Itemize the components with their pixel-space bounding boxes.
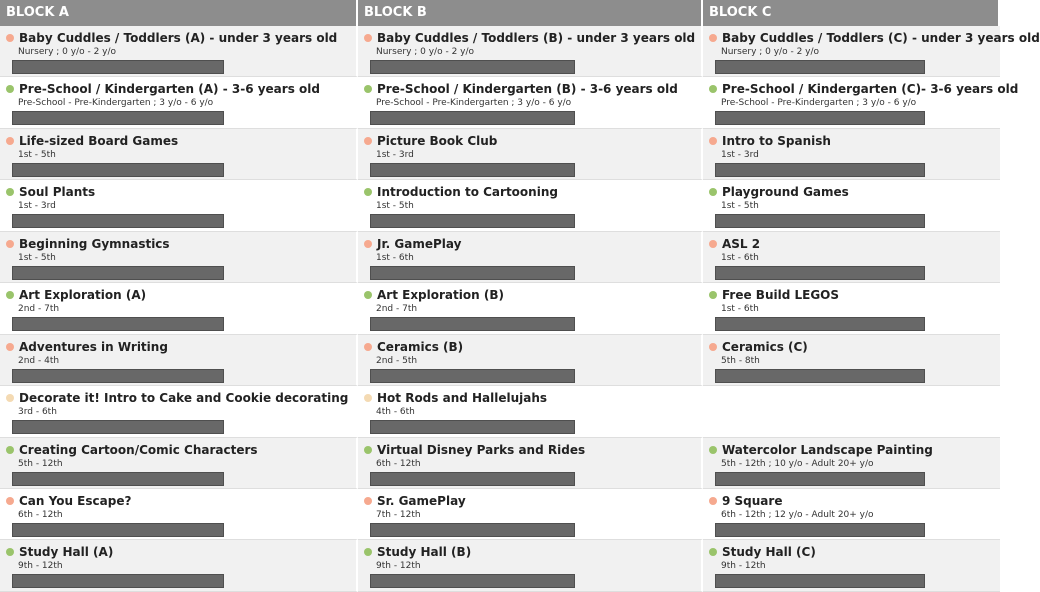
class-grades: 1st - 6th <box>721 252 759 263</box>
status-dot-icon <box>6 548 14 556</box>
enrollment-bar[interactable] <box>370 214 575 228</box>
class-grades: 6th - 12th ; 12 y/o - Adult 20+ y/o <box>721 509 874 520</box>
block-c-cell[interactable] <box>703 180 1000 231</box>
block-a-cell[interactable] <box>0 438 358 489</box>
status-dot-icon <box>364 240 372 248</box>
class-title[interactable]: Art Exploration (B) <box>377 288 504 303</box>
enrollment-bar[interactable] <box>715 163 925 177</box>
class-title[interactable]: Can You Escape? <box>19 493 132 508</box>
block-a-cell[interactable] <box>0 386 358 437</box>
class-heading <box>709 134 1000 148</box>
class-heading <box>709 237 1000 251</box>
class-title[interactable]: Study Hall (B) <box>377 545 472 560</box>
enrollment-bar[interactable] <box>12 420 224 434</box>
enrollment-bar[interactable] <box>12 111 224 125</box>
enrollment-bar[interactable] <box>370 420 575 434</box>
block-a-cell[interactable] <box>0 489 358 540</box>
class-title[interactable]: Creating Cartoon/Comic Characters <box>19 442 258 457</box>
status-dot-icon <box>364 394 372 402</box>
status-dot-icon <box>709 188 717 196</box>
class-title[interactable]: Study Hall (A) <box>19 545 114 560</box>
status-dot-icon <box>364 446 372 454</box>
status-dot-icon <box>6 137 14 145</box>
block-b-cell[interactable] <box>358 26 703 77</box>
block-c-cell[interactable] <box>703 438 1000 489</box>
block-a-header: BLOCK A <box>0 0 358 26</box>
class-grades: 2nd - 4th <box>18 355 60 366</box>
class-heading <box>709 340 1000 354</box>
status-dot-icon <box>364 497 372 505</box>
block-b-cell[interactable] <box>358 386 703 437</box>
class-title[interactable]: Adventures in Writing <box>19 339 168 354</box>
class-grades: Nursery ; 0 y/o - 2 y/o <box>721 47 820 57</box>
class-title[interactable]: Baby Cuddles / Toddlers (B) - under 3 years old <box>377 31 696 45</box>
block-a-cell[interactable] <box>0 77 358 128</box>
class-title[interactable]: 9 Square <box>722 493 783 508</box>
class-heading <box>6 391 356 405</box>
class-title[interactable]: Pre-School / Kindergarten (C)- 3-6 years old <box>722 82 1019 97</box>
class-title[interactable]: Study Hall (C) <box>722 545 816 560</box>
class-grades: 1st - 6th <box>376 252 414 263</box>
status-dot-icon <box>709 497 717 505</box>
enrollment-bar[interactable] <box>12 214 224 228</box>
class-grades: 3rd - 6th <box>18 407 57 418</box>
class-heading <box>6 31 356 45</box>
class-heading <box>709 494 1000 508</box>
class-heading <box>709 443 1000 457</box>
enrollment-bar[interactable] <box>12 369 224 383</box>
class-grades: 1st - 3rd <box>721 149 759 160</box>
class-title[interactable]: Jr. GamePlay <box>377 236 462 251</box>
class-grades: Nursery ; 0 y/o - 2 y/o <box>376 47 475 57</box>
class-heading <box>364 185 701 199</box>
class-title[interactable]: Pre-School / Kindergarten (B) - 3-6 years old <box>377 82 678 97</box>
class-title[interactable]: Free Build LEGOS <box>722 288 840 303</box>
block-b-cell[interactable] <box>358 232 703 283</box>
class-heading <box>364 288 701 302</box>
block-b-header: BLOCK B <box>358 0 703 26</box>
status-dot-icon <box>364 548 372 556</box>
enrollment-bar[interactable] <box>370 523 575 537</box>
class-heading <box>364 237 701 251</box>
class-heading <box>6 82 356 96</box>
enrollment-bar[interactable] <box>715 317 925 331</box>
class-heading <box>364 134 701 148</box>
enrollment-bar[interactable] <box>715 111 925 125</box>
class-grades: Pre-School - Pre-Kindergarten ; 3 y/o - 6 y/o <box>721 98 917 109</box>
enrollment-bar[interactable] <box>715 574 925 588</box>
block-b-cell[interactable] <box>358 489 703 540</box>
class-title[interactable]: Beginning Gymnastics <box>19 236 170 251</box>
class-grades: 9th - 12th <box>376 561 421 572</box>
class-grades: 1st - 5th <box>18 149 56 160</box>
block-c-cell[interactable] <box>703 489 1000 540</box>
class-heading <box>6 288 356 302</box>
status-dot-icon <box>6 497 14 505</box>
status-dot-icon <box>364 291 372 299</box>
class-heading <box>6 134 356 148</box>
block-a-cell[interactable] <box>0 335 358 386</box>
class-grades: 2nd - 5th <box>376 355 418 366</box>
class-grades: 4th - 6th <box>376 407 415 418</box>
class-grades: 1st - 5th <box>721 201 759 212</box>
class-grades: 2nd - 7th <box>376 304 418 315</box>
block-b-cell[interactable] <box>358 180 703 231</box>
class-heading <box>364 31 701 45</box>
class-grades: 1st - 3rd <box>376 149 414 160</box>
class-heading <box>709 82 1019 97</box>
class-title[interactable]: Ceramics (B) <box>377 339 464 354</box>
enrollment-bar[interactable] <box>370 163 575 177</box>
class-heading <box>364 340 701 354</box>
block-c-cell[interactable] <box>703 540 1000 591</box>
enrollment-bar[interactable] <box>370 574 575 588</box>
status-dot-icon <box>709 240 717 248</box>
class-title[interactable]: ASL 2 <box>722 236 761 251</box>
class-grades: Nursery ; 0 y/o - 2 y/o <box>18 47 117 57</box>
status-dot-icon <box>364 188 372 196</box>
class-heading <box>6 340 356 354</box>
class-heading <box>6 545 356 559</box>
status-dot-icon <box>6 240 14 248</box>
block-a-cell[interactable] <box>0 180 358 231</box>
class-title[interactable]: Playground Games <box>722 185 849 200</box>
status-dot-icon <box>364 137 372 145</box>
enrollment-bar[interactable] <box>12 266 224 280</box>
class-grades: 6th - 12th <box>376 458 421 469</box>
class-heading <box>709 545 1000 559</box>
enrollment-bar[interactable] <box>370 317 575 331</box>
class-grades: 7th - 12th <box>376 509 421 520</box>
class-heading <box>6 494 356 508</box>
enrollment-bar[interactable] <box>715 214 925 228</box>
block-a-cell[interactable] <box>0 26 358 77</box>
enrollment-bar[interactable] <box>370 111 575 125</box>
status-dot-icon <box>6 343 14 351</box>
block-a-cell[interactable] <box>0 540 358 591</box>
class-heading <box>364 391 701 405</box>
class-grades: 6th - 12th <box>18 509 63 520</box>
class-title[interactable]: Sr. GamePlay <box>377 493 466 508</box>
enrollment-bar[interactable] <box>715 523 925 537</box>
status-dot-icon <box>6 85 14 93</box>
enrollment-bar[interactable] <box>370 60 575 74</box>
status-dot-icon <box>6 394 14 402</box>
class-grades: 2nd - 7th <box>18 304 60 315</box>
status-dot-icon <box>364 343 372 351</box>
class-heading <box>364 82 701 96</box>
enrollment-bar[interactable] <box>715 369 925 383</box>
class-title[interactable]: Virtual Disney Parks and Rides <box>377 442 586 457</box>
class-title[interactable]: Art Exploration (A) <box>19 288 147 303</box>
class-heading <box>709 31 1040 45</box>
class-grades: Pre-School - Pre-Kindergarten ; 3 y/o - 6 y/o <box>18 98 214 109</box>
class-grades: 1st - 5th <box>376 201 414 212</box>
class-grades: 9th - 12th <box>18 561 63 572</box>
enrollment-bar[interactable] <box>715 60 925 74</box>
block-a-cell[interactable] <box>0 129 358 180</box>
status-dot-icon <box>709 446 717 454</box>
status-dot-icon <box>6 188 14 196</box>
block-c-cell[interactable] <box>703 77 1019 128</box>
class-title[interactable]: Soul Plants <box>19 185 96 200</box>
status-dot-icon <box>709 343 717 351</box>
block-a-cell[interactable] <box>0 232 358 283</box>
class-title[interactable]: Ceramics (C) <box>722 339 808 354</box>
class-heading <box>709 185 1000 199</box>
status-dot-icon <box>364 34 372 42</box>
status-dot-icon <box>6 291 14 299</box>
class-grades: 5th - 8th <box>721 355 760 366</box>
class-grades: 1st - 5th <box>18 252 56 263</box>
block-c-cell[interactable] <box>703 129 1000 180</box>
enrollment-bar[interactable] <box>12 60 224 74</box>
class-title[interactable]: Baby Cuddles / Toddlers (C) - under 3 years old <box>722 31 1040 45</box>
block-b-cell[interactable] <box>358 283 703 334</box>
enrollment-bar[interactable] <box>715 472 925 486</box>
class-grades: 5th - 12th <box>18 458 63 469</box>
block-a-cell[interactable] <box>0 283 358 334</box>
block-b-cell[interactable] <box>358 540 703 591</box>
enrollment-bar[interactable] <box>12 317 224 331</box>
block-c-header: BLOCK C <box>703 0 1000 26</box>
class-grades: Pre-School - Pre-Kindergarten ; 3 y/o - 6 y/o <box>376 98 572 109</box>
enrollment-bar[interactable] <box>12 523 224 537</box>
status-dot-icon <box>709 85 717 93</box>
enrollment-bar[interactable] <box>370 266 575 280</box>
class-title[interactable]: Life-sized Board Games <box>19 133 179 148</box>
block-c-cell[interactable] <box>703 335 1000 386</box>
status-dot-icon <box>709 291 717 299</box>
class-grades: 1st - 6th <box>721 304 759 315</box>
status-dot-icon <box>6 446 14 454</box>
status-dot-icon <box>709 548 717 556</box>
class-grades: 5th - 12th ; 10 y/o - Adult 20+ y/o <box>721 458 874 469</box>
status-dot-icon <box>709 34 717 42</box>
class-title[interactable]: Hot Rods and Hallelujahs <box>377 391 548 406</box>
status-dot-icon <box>6 34 14 42</box>
class-heading <box>6 237 356 251</box>
enrollment-bar[interactable] <box>12 574 224 588</box>
status-dot-icon <box>364 85 372 93</box>
class-heading <box>364 494 701 508</box>
class-heading <box>364 545 701 559</box>
block-c-cell[interactable] <box>703 283 1000 334</box>
class-heading <box>364 443 701 457</box>
class-title[interactable]: Baby Cuddles / Toddlers (A) - under 3 years old <box>19 31 338 45</box>
class-grades: 9th - 12th <box>721 561 766 572</box>
class-title[interactable]: Picture Book Club <box>377 133 498 148</box>
block-b-cell[interactable] <box>358 129 703 180</box>
class-heading <box>6 443 356 457</box>
class-title[interactable]: Intro to Spanish <box>722 133 831 148</box>
block-b-cell[interactable] <box>358 438 703 489</box>
block-c-cell[interactable] <box>703 232 1000 283</box>
class-title[interactable]: Introduction to Cartooning <box>377 185 558 200</box>
enrollment-bar[interactable] <box>12 163 224 177</box>
block-b-cell[interactable] <box>358 335 703 386</box>
class-heading <box>709 288 1000 302</box>
block-c-cell[interactable] <box>703 26 1040 77</box>
enrollment-bar[interactable] <box>12 472 224 486</box>
enrollment-bar[interactable] <box>715 266 925 280</box>
class-grades: 1st - 3rd <box>18 201 56 212</box>
enrollment-bar[interactable] <box>370 472 575 486</box>
enrollment-bar[interactable] <box>370 369 575 383</box>
block-c-cell <box>703 386 1000 437</box>
class-title[interactable]: Watercolor Landscape Painting <box>722 442 933 457</box>
status-dot-icon <box>709 137 717 145</box>
block-b-cell[interactable] <box>358 77 703 128</box>
class-title[interactable]: Decorate it! Intro to Cake and Cookie decorating <box>19 391 349 406</box>
class-title[interactable]: Pre-School / Kindergarten (A) - 3-6 years old <box>19 82 320 97</box>
class-heading <box>6 185 356 199</box>
